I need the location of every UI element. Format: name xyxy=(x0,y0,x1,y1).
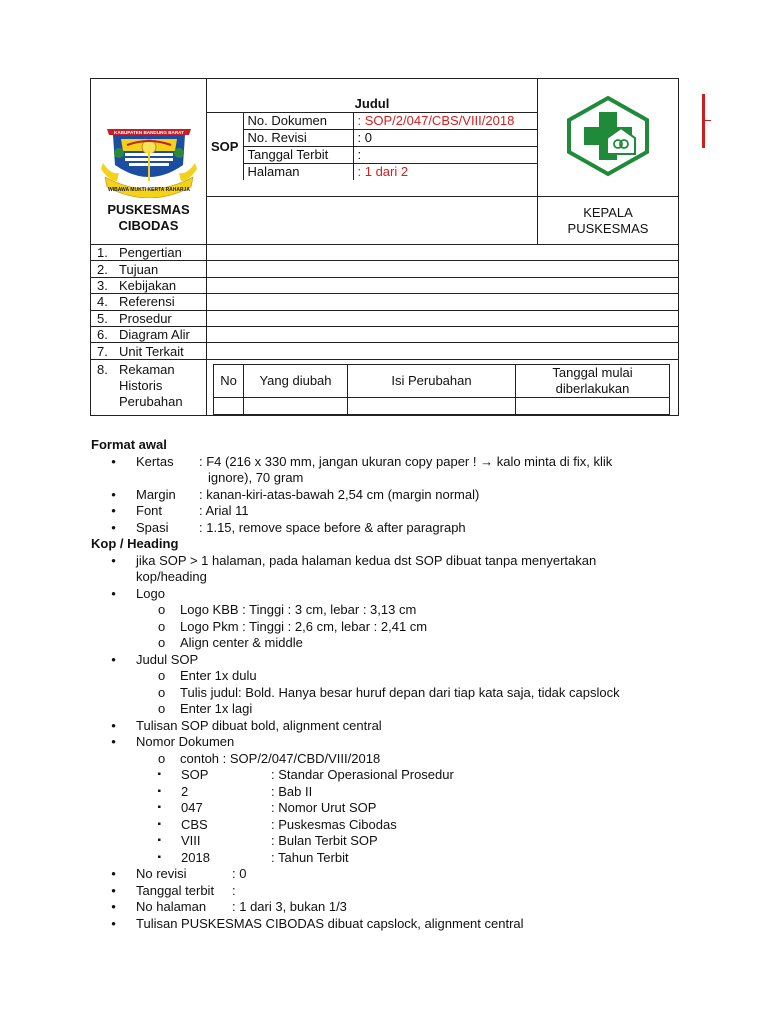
field-label-tanggal-terbit: Tanggal Terbit xyxy=(243,146,353,163)
logo-item-pkm: o Logo Pkm : Tinggi : 2,6 cm, lebar : 2,41 cm xyxy=(158,618,428,634)
nomor-part-urut: ▪ 047 : Nomor Urut SOP xyxy=(157,800,377,815)
nomor-contoh: o contoh : SOP/2/047/CBD/VIII/2018 xyxy=(158,750,381,766)
format-item-margin: • Margin : kanan-kiri-atas-bawah 2,54 cm (margin normal) xyxy=(111,486,480,502)
kepala-line1: KEPALA xyxy=(583,204,633,220)
logo-kbb-emblem xyxy=(99,115,199,205)
section-row-6: 6. Diagram Alir xyxy=(91,326,207,342)
kepala-puskesmas-cell xyxy=(538,197,679,245)
format-item-spasi: • Spasi : 1.15, remove space before & after paragraph xyxy=(111,519,466,535)
logo-puskesmas-icon xyxy=(563,94,653,178)
format-awal-heading: Format awal xyxy=(91,437,167,452)
format-notes: Format awal • Kertas : F4 (216 x 330 mm, jangan ukuran copy paper ! → kalo minta di fix, klik ignore), 70 gram • Margin : kanan-kiri-atas-bawah 2,54 cm (margin normal) • Font : Arial 11 • Spasi : 1.15, remove space before & after paragraph Kop / Heading • jika SOP > 1 halaman, pada halaman kedua dst SOP dibuat tanpa menyertakan kop/heading • Logo o Logo KBB : Tinggi : 3 cm, lebar : 3,13 cm o Logo Pkm : Tinggi : 2,6 cm, lebar : 2,41 cm o Align center & middle • Judul SOP o Enter 1x dulu o Tulis judul: Bold. Hanya besar huruf depan dari tiap kata saja, tidak capslock o Enter 1x lagi • Tulisan SOP dibuat bold, alignment central • Nomor Dokumen o contoh : SOP/2/047/CBD/VIII/2018 ▪ SOP : Standar Operasional Prosedur ▪ 2 : Bab II ▪ 047 : Nomor Urut SOP ▪ CBS : Puskesmas Cibodas ▪ VIII : Bulan Terbit SOP ▪ 2018 : Tahun Terbit • No revisi : 0 • Tanggal terbit : • No halaman : 1 dari 3, bukan 1/3 • Tulisan PUSKESMAS CIBODAS dibuat capslock, alignment central xyxy=(91,437,679,932)
field-value-halaman: : 1 dari 2 xyxy=(353,163,537,180)
rekaman-historis-cell xyxy=(207,359,679,415)
section-row-5: 5. Prosedur xyxy=(91,310,207,326)
sop-header-table xyxy=(90,78,679,416)
logo-item-align: o Align center & middle xyxy=(158,635,303,650)
section-row-1: 1. Pengertian xyxy=(91,245,207,261)
kepala-line2: PUSKESMAS xyxy=(567,220,649,236)
field-label-no-revisi: No. Revisi xyxy=(243,129,353,146)
hist-header-isi-perubahan: Isi Perubahan xyxy=(348,364,516,397)
nomor-dokumen-heading: • Nomor Dokumen xyxy=(111,734,235,749)
format-item-font: • Font : Arial 11 xyxy=(111,503,249,518)
field-value-tanggal-terbit: : xyxy=(353,146,537,163)
field-label-no-dokumen: No. Dokumen xyxy=(243,112,353,129)
logo-kbb-top-text: KABUPATEN BANDUNG BARAT xyxy=(113,130,184,135)
logo-item-kbb: o Logo KBB : Tinggi : 3 cm, lebar : 3,13 cm xyxy=(158,602,417,617)
logo-puskesmas-cell xyxy=(538,79,679,197)
page-edge-tick xyxy=(705,120,711,121)
tulisan-sop-item: • Tulisan SOP dibuat bold, alignment central xyxy=(111,717,382,733)
section-row-8: 8. Rekaman Historis Perubahan xyxy=(91,359,207,415)
logo-heading: • Logo xyxy=(111,585,165,601)
nomor-part-bab: ▪ 2 : Bab II xyxy=(157,783,313,799)
tail-item-halaman: • No halaman : 1 dari 3, bukan 1/3 xyxy=(111,899,347,914)
tulisan-puskesmas-item: • Tulisan PUSKESMAS CIBODAS dibuat capslock, alignment central xyxy=(111,915,524,931)
format-item-kertas: • Kertas : F4 (216 x 330 mm, jangan ukuran copy paper ! → kalo minta di fix, klik xyxy=(111,453,613,469)
judul-block xyxy=(207,79,538,197)
field-label-halaman: Halaman xyxy=(243,163,353,180)
hist-header-yang-diubah: Yang diubah xyxy=(244,364,348,397)
field-value-no-revisi: : 0 xyxy=(353,129,537,146)
puskesmas-cibodas-label: PUSKESMAS CIBODAS xyxy=(91,198,206,242)
judul-sop-heading: • Judul SOP xyxy=(111,651,199,667)
judul-item-3: o Enter 1x lagi xyxy=(158,701,253,716)
nomor-part-sop: ▪ SOP : Standar Operasional Prosedur xyxy=(157,767,454,782)
page-edge-mark xyxy=(702,94,705,148)
rekaman-historis-table xyxy=(213,364,670,415)
sop-label: SOP xyxy=(207,112,243,180)
hist-header-tanggal: Tanggal mulai diberlakukan xyxy=(516,364,670,397)
pusk-middle-empty xyxy=(207,197,538,245)
logo-kbb-motto-text: WIBAWA MUKTI KERTA RAHARJA xyxy=(107,187,190,193)
nomor-part-bulan: ▪ VIII : Bulan Terbit SOP xyxy=(157,833,378,848)
hist-header-no: No xyxy=(214,364,244,397)
kop-item-halaman: • jika SOP > 1 halaman, pada halaman kedua dst SOP dibuat tanpa menyertakan xyxy=(111,552,597,568)
section-row-4: 4. Referensi xyxy=(91,294,207,310)
field-value-no-dokumen: : SOP/2/047/CBS/VIII/2018 xyxy=(353,112,537,129)
judul-item-2: o Tulis judul: Bold. Hanya besar huruf depan dari tiap kata saja, tidak capslock xyxy=(158,684,620,700)
tail-item-tanggal: • Tanggal terbit : xyxy=(111,882,236,898)
section-row-3: 3. Kebijakan xyxy=(91,277,207,293)
section-row-2: 2. Tujuan xyxy=(91,261,207,277)
nomor-part-tahun: ▪ 2018 : Tahun Terbit xyxy=(157,849,349,865)
judul-title: Judul xyxy=(207,95,537,112)
nomor-part-cbs: ▪ CBS : Puskesmas Cibodas xyxy=(157,816,397,832)
judul-item-1: o Enter 1x dulu xyxy=(158,668,257,683)
section-row-7: 7. Unit Terkait xyxy=(91,343,207,359)
tail-item-revisi: • No revisi : 0 xyxy=(111,866,247,881)
kop-heading: Kop / Heading xyxy=(91,536,179,551)
